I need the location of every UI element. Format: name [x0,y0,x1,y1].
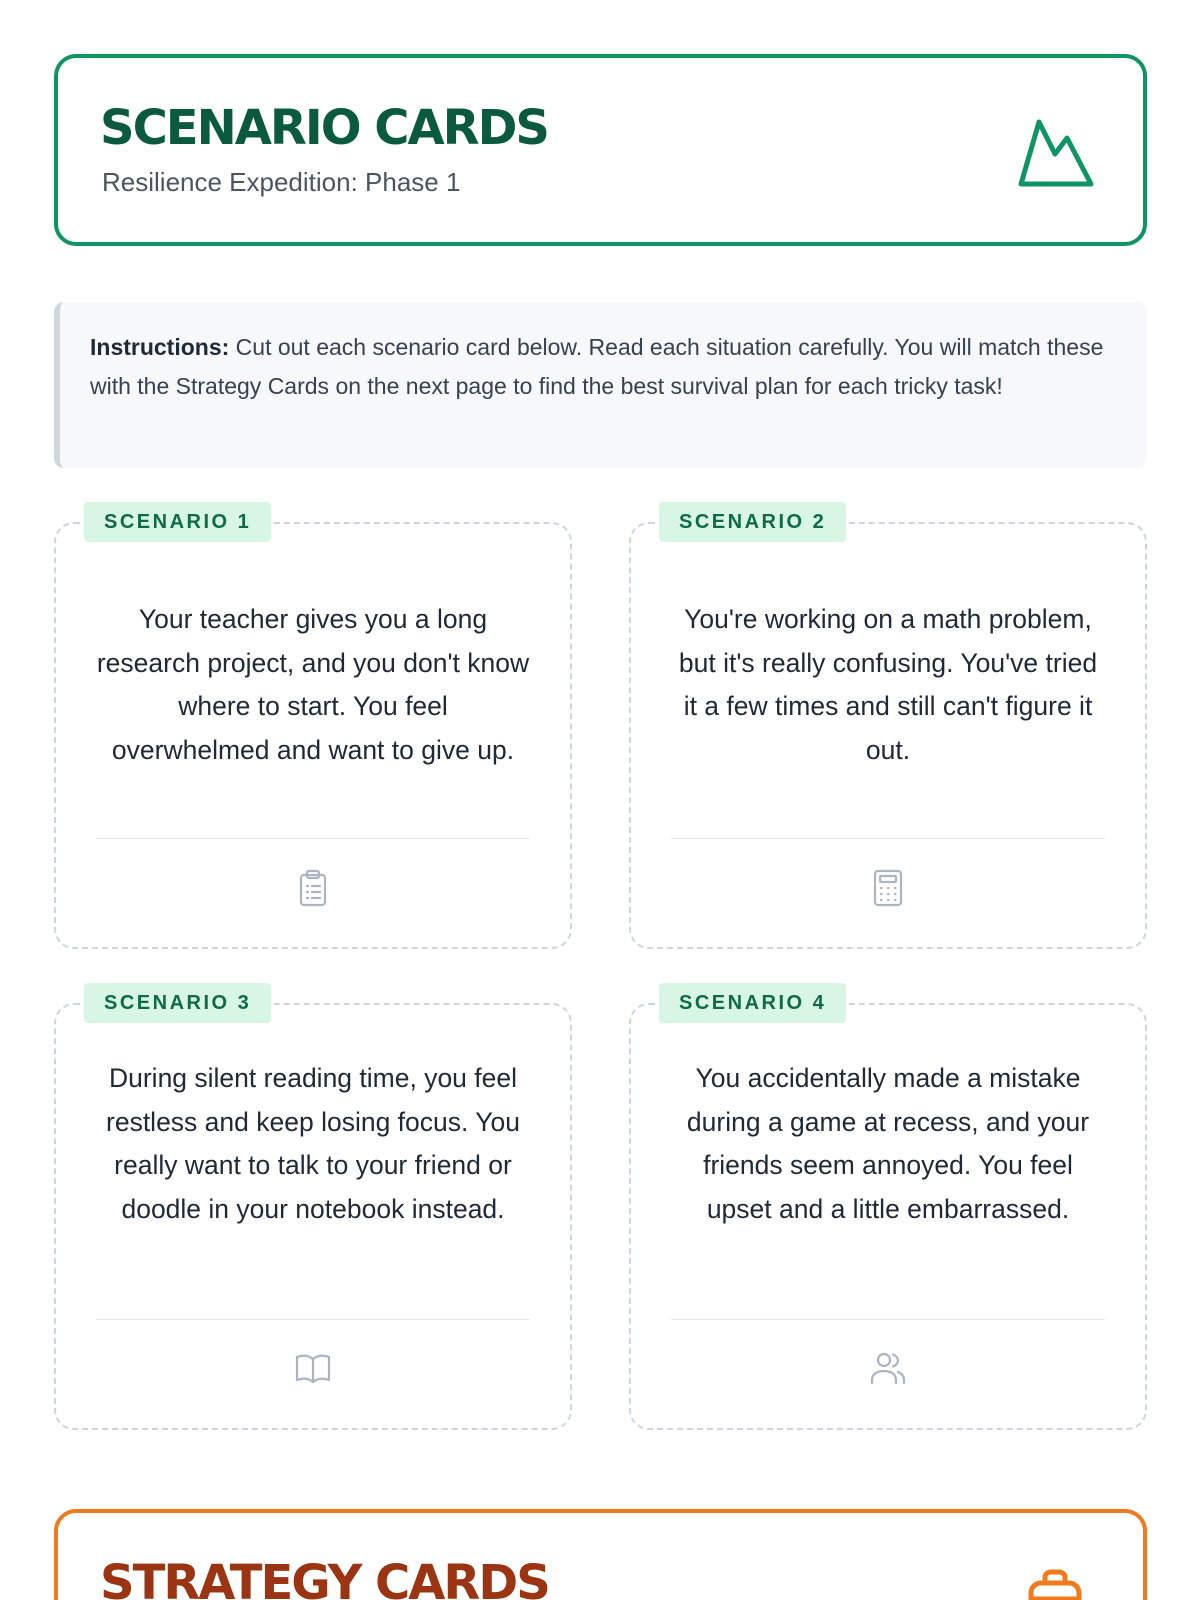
instructions-label: Instructions: [90,334,230,360]
scenario-text: During silent reading time, you feel restless and keep losing focus. You really want to talk to your friend or doodle in your notebook instead. [106,1063,520,1224]
scenario-card-2 [629,511,1147,949]
scenario-tag: SCENARIO 3 [84,983,271,1023]
calculator-icon [868,868,908,908]
mountain-icon [1017,114,1097,190]
scenario-tag: SCENARIO 4 [659,983,846,1023]
scenario-text: You're working on a math problem, but it's really confusing. You've tried it a few times and still can't figure it out. [678,604,1098,765]
strategy-title: STRATEGY CARDS [100,1555,549,1600]
book-icon [293,1348,333,1388]
scenario-card-3 [54,992,572,1430]
clipboard-icon [293,868,333,908]
card-divider [671,1319,1105,1320]
backpack-icon [1023,1565,1087,1600]
scenario-tag: SCENARIO 1 [84,502,271,542]
card-divider [96,838,530,839]
card-divider [96,1319,530,1320]
scenario-text: Your teacher gives you a long research project, and you don't know where to start. You feel overwhelmed and want to give up. [96,604,530,765]
scenario-card-4 [629,992,1147,1430]
users-icon [868,1348,908,1388]
scenario-card-1 [54,511,572,949]
instructions-box [54,302,1147,468]
instructions-text: Cut out each scenario card below. Read each situation carefully. You will match these with the Strategy Cards on the next page to find the best survival plan for each tricky task! [90,334,1104,399]
scenario-tag: SCENARIO 2 [659,502,846,542]
page-title: SCENARIO CARDS [100,100,548,156]
card-divider [671,838,1105,839]
scenario-text: You accidentally made a mistake during a game at recess, and your friends seem annoyed. You feel upset and a little embarrassed. [686,1063,1090,1224]
scenario-header [54,54,1147,246]
page-subtitle: Resilience Expedition: Phase 1 [102,167,461,197]
strategy-header [54,1509,1147,1600]
